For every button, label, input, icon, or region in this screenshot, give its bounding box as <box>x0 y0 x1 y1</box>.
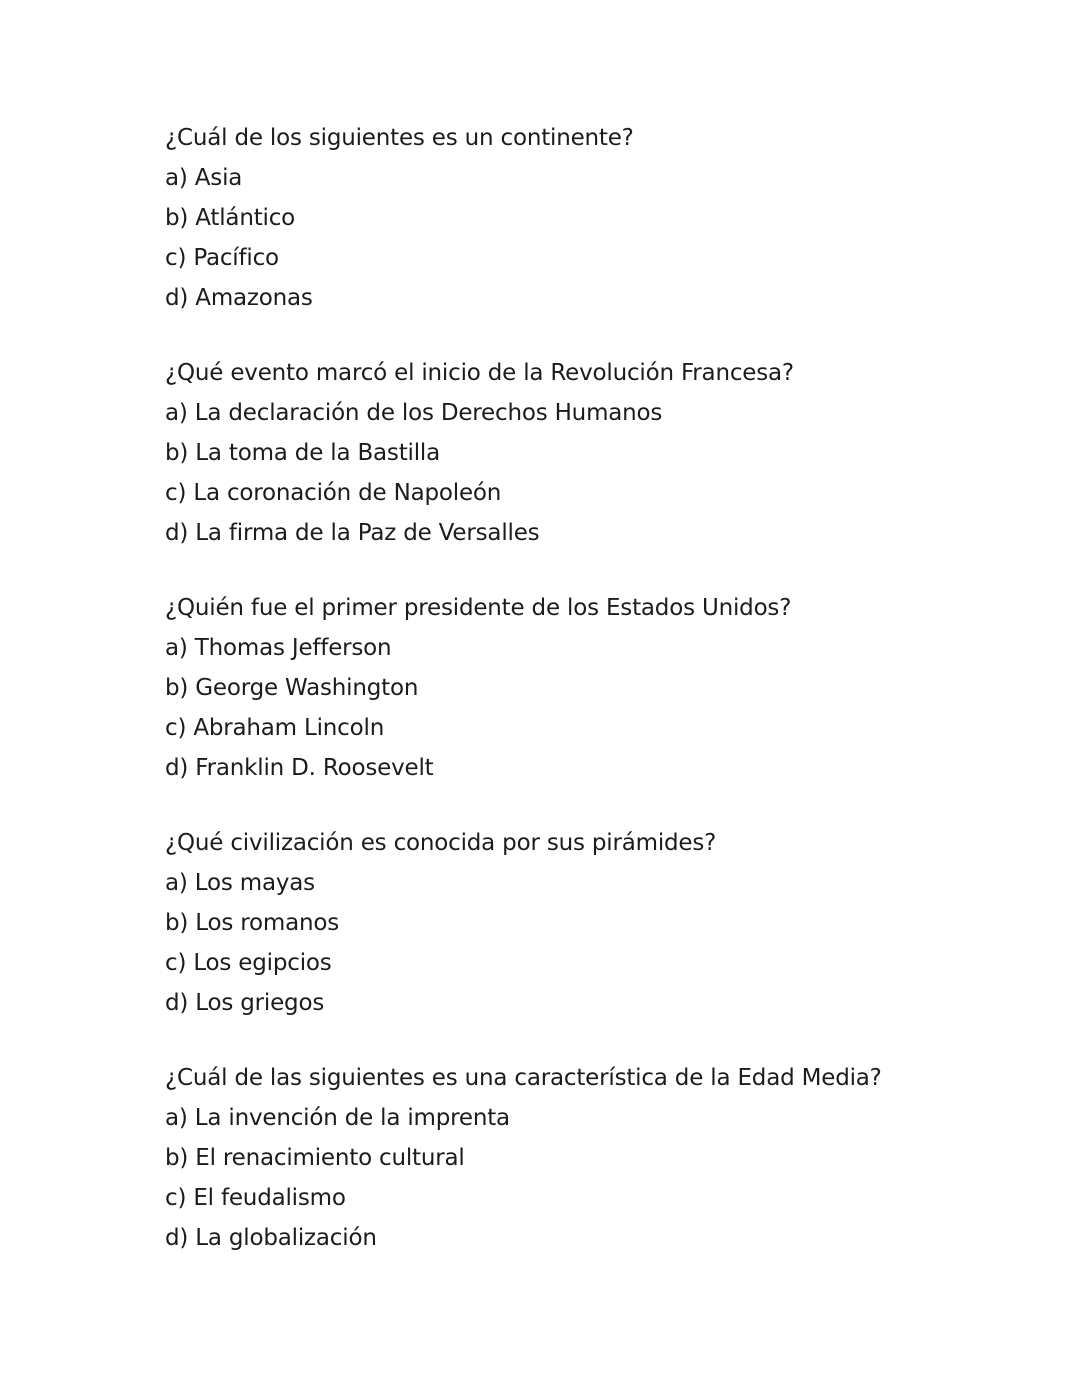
answer-option: a) Thomas Jefferson <box>165 635 392 661</box>
answer-option: b) Los romanos <box>165 910 340 936</box>
answer-option: d) Franklin D. Roosevelt <box>165 755 434 781</box>
question-block <box>165 118 1025 353</box>
answer-option: d) Amazonas <box>165 285 313 311</box>
question-block <box>165 1058 1025 1293</box>
question-block <box>165 353 1025 588</box>
answer-option: a) Asia <box>165 165 243 191</box>
answer-option: a) Los mayas <box>165 870 315 896</box>
answer-option: c) Abraham Lincoln <box>165 715 385 741</box>
answer-option: b) George Washington <box>165 675 419 701</box>
answer-option: d) La firma de la Paz de Versalles <box>165 520 540 546</box>
answer-option: c) El feudalismo <box>165 1185 346 1211</box>
question-text: ¿Cuál de las siguientes es una característica de la Edad Media? <box>165 1065 882 1091</box>
answer-option: c) Pacífico <box>165 245 279 271</box>
answer-option: b) El renacimiento cultural <box>165 1145 465 1171</box>
answer-option: d) La globalización <box>165 1225 377 1251</box>
question-text: ¿Quién fue el primer presidente de los Estados Unidos? <box>165 595 792 621</box>
question-text: ¿Qué civilización es conocida por sus pirámides? <box>165 830 717 856</box>
quiz-list <box>165 118 1025 1293</box>
answer-option: a) La invención de la imprenta <box>165 1105 510 1131</box>
answer-option: c) La coronación de Napoleón <box>165 480 502 506</box>
answer-option: d) Los griegos <box>165 990 325 1016</box>
question-text: ¿Qué evento marcó el inicio de la Revolución Francesa? <box>165 360 794 386</box>
answer-option: b) La toma de la Bastilla <box>165 440 440 466</box>
question-block <box>165 823 1025 1058</box>
answer-option: c) Los egipcios <box>165 950 332 976</box>
question-block <box>165 588 1025 823</box>
answer-option: b) Atlántico <box>165 205 296 231</box>
question-text: ¿Cuál de los siguientes es un continente? <box>165 125 634 151</box>
answer-option: a) La declaración de los Derechos Humanos <box>165 400 663 426</box>
